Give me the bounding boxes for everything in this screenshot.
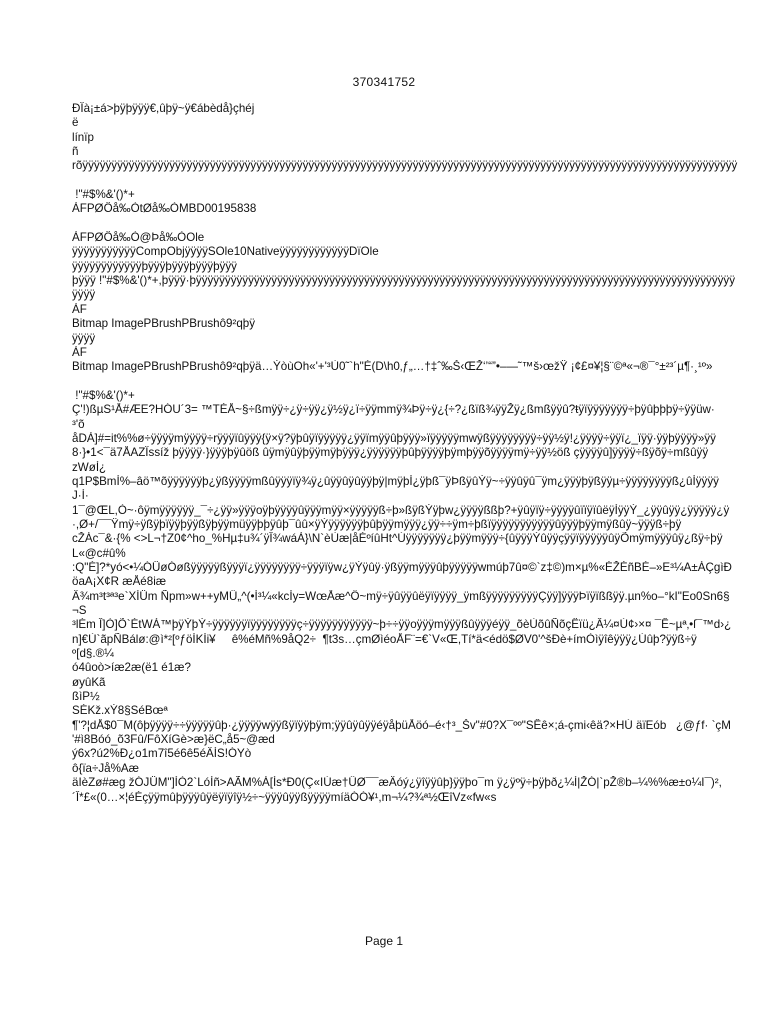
document-text-line (72, 217, 768, 231)
document-text-line: zWøÍ¿ (72, 460, 107, 474)
document-text-line: cŽÁc¯&·{% <>L¬†Z0¢^ho_%Hµ‡u¾´ÿÎ¾wáÀ}\N`èÙæ|åÈºíûHt^Úÿÿÿÿÿÿÿ¿þÿÿmÿÿÿ÷{ûÿÿÿÝûÿÿçÿÿïÿÿÿÿÿûÿÕmÿmÿÿÿûÿ¿ßÿ÷þÿ (72, 532, 723, 546)
document-text-line: Bitmap ImagePBrushPBrushô9²qþÿä…ÝòùOh«'+'³Ù0˜`h"È(D\h0‚ƒ„…†‡ˆ‰Š‹ŒŽ‘’“”•–—˜™š›œžŸ ¡¢£¤¥¦§¨©ª«¬®¯°±²³´µ¶·¸¹º» (72, 360, 713, 374)
document-text-line: ßìP½ (72, 690, 100, 704)
document-text-line: n]€Ù`ãpÑBálø:@ì*²[ºƒöÌKÍi¥ ê%éMñ%9åQ2÷ ¶t3s…çmØìéoÅF¨=€`V«Œ,Tí*ä<édö$ØV0'^šÐè+ímÒìÿîêÿÿÿ¿Úûþ?ÿÿß÷ÿ (72, 632, 697, 646)
document-text-line: äIèZø#æg žÓJÜM"]ÍÒ2`LóÍñ>AÃM%Á[Ìs*Ð0(Ç«IÚæ†ÛØ¯¯æÄóý¿ÿîÿÿûþ}ÿÿþo¯m ÿ¿ÿºÿ÷þÿþð¿¼Ì|ŽÓ|`pŽ®b–¼%%æ±o¼I¯)², (72, 776, 722, 790)
document-text-line: '#ì8Bóó_õ3Fû/FôXíGè>æ}ëC„å5~@æd (72, 733, 275, 747)
document-text-line: ÿÿÿÿ (72, 288, 96, 302)
document-text-line (72, 174, 768, 188)
document-text-line: ÀF (72, 345, 87, 359)
page-header-number: 370341752 (352, 75, 416, 89)
document-text-line: ¬S (72, 604, 87, 618)
document-text-line: ¶'?¦dÅ$0¯M(ôþÿÿÿÿ÷÷ÿÿÿÿÿûþ·¿ÿÿÿÿwÿÿßÿïÿÿþÿm;ÿÿûÿûÿÿéÿåþüÅöó–é‹†³_Šv"#0?X¯ºº"SÊê×;á-çmi‹êä?×HÚ äïEób ¿@ƒf· `çM (72, 718, 731, 732)
document-text-line: ñ (72, 145, 79, 159)
document-body (72, 102, 768, 805)
document-text-line: ÿÿÿÿÿÿÿÿÿÿÿÿþÿÿÿþÿÿÿþÿÿÿþÿÿÿ (72, 259, 237, 273)
document-text-line: åDÀ]#=it%%ø÷ÿÿÿÿmÿÿÿÿ÷rÿÿÿïûÿÿÿ{ÿ×ÿ?ÿþûÿïÿÿÿÿÿ¿ÿÿïmÿÿûþÿÿÿ»ïÿÿÿÿÿmwÿßÿÿÿÿÿÿÿÿ÷ÿÿ½ÿ!¿ÿÿÿÿ÷ÿÿï¿_ïÿÿ·ÿÿþÿÿÿÿ»ÿÿ (72, 431, 716, 445)
document-text-line: þÿÿÿ !"#$%&'()*+,þÿÿÿ·þÿÿÿÿÿÿÿÿÿÿÿÿÿÿÿÿÿÿÿÿÿÿÿÿÿÿÿÿÿÿÿÿÿÿÿÿÿÿÿÿÿÿÿÿÿÿÿÿÿÿÿÿÿÿÿÿÿÿÿÿÿÿÿÿÿÿÿÿÿÿÿÿÿÿÿÿÿÿÿÿÿÿÿÿÿÿÿÿÿÿÿÿÿ (72, 274, 736, 288)
document-text-line: 8·}•1<¯ä7ÅAZÏssíž þÿÿÿÿ·}ÿÿÿþÿûöß ûÿmÿûÿþÿÿmÿþÿÿÿ¿ÿÿÿÿÿÿþûþÿÿÿÿþÿmþÿÿõÿÿÿÿmÿ÷ÿÿ½öß çÿÿÿÿû]ÿÿÿÿ÷ßÿõÿ÷mßûÿÿ (72, 446, 709, 460)
document-text-line: !"#$%&'()*+ (72, 388, 135, 402)
document-text-line: ó4ûoò>íæ2æ(ë1 é1æ? (72, 661, 191, 675)
document-text-line: !"#$%&'()*+ (72, 188, 135, 202)
document-text-line: L«@c#û% (72, 546, 126, 560)
document-text-line: ÀF (72, 302, 87, 316)
document-text-line: Ä¾m³t³ª³e`XÌÜm Ñpm»w++yMÛ„^(•Ì³¼«kcÌy=WœÅæ^Ô~mÿ÷ÿûÿÿûëÿïÿÿÿÿ_ÿmßÿÿÿÿÿÿÿÿÿÇÿÿ]ÿÿÿÞïÿïßßÿÿ.µn%o–°kI"Eo0Sn6§ (72, 589, 730, 603)
document-text-line: J·Í· (72, 489, 89, 503)
document-text-line: ·,Ø+/¯¯Ÿmÿ÷ÿßÿþïÿÿþÿÿßÿþÿÿmüÿÿþþÿûþ¯ûû×ÿÝÿÿÿÿÿÿþûþÿÿmÿÿÿ¿ÿÿ÷÷ÿm÷þßïÿÿÿÿÿÿÿÿÿÿÿûÿÿÿþÿÿmÿßûÿ~ÿÿÿß÷þÿ (72, 517, 682, 531)
document-text-line (72, 375, 768, 389)
document-text-line: ÐÏà¡±á>þÿþÿÿÿ€,ûþÿ~ÿ€ábèdå}çhéj (72, 102, 255, 115)
document-text-line: q1P$BmÍ%–âö™õÿÿÿÿÿÿþ¿ÿßÿÿÿÿmßûÿÿÿïÿ¾ÿ¿ûÿÿûÿûÿÿþÿ|mÿþÍ¿ÿþß¯ÿÞßÿûÝÿ~÷ÿÿûÿû¯ÿm¿ÿÿÿþÿßÿÿµ÷ÿÿÿÿÿÿÿÿß¿ûÌÿÿÿÿ (72, 474, 719, 488)
document-text-line: línïp (72, 130, 94, 144)
document-text-line: º[d§.®¼ (72, 647, 114, 661)
document-text-line: Ç'!)ßµS¹Å#ÆE?HÓU´3= ™TÉÅ~§÷ßmÿÿ÷¿ÿ÷ÿÿ¿ÿ½ÿ¿ï÷ÿÿmmÿ¾Þÿ÷ÿ¿{÷?¿ßïß¾ÿÿŽÿ¿ßmßÿÿû?ŧÿïÿÿÿÿÿÿÿ÷þÿûþþþÿ÷ÿÿüw· (72, 403, 715, 417)
document-text-line: rõÿÿÿÿÿÿÿÿÿÿÿÿÿÿÿÿÿÿÿÿÿÿÿÿÿÿÿÿÿÿÿÿÿÿÿÿÿÿÿÿÿÿÿÿÿÿÿÿÿÿÿÿÿÿÿÿÿÿÿÿÿÿÿÿÿÿÿÿÿÿÿÿÿÿÿÿÿÿÿÿÿÿÿÿÿÿÿÿÿÿÿÿÿÿÿÿÿÿÿÿÿÿÿÿÿÿÿÿÿÿÿÿÿ (72, 159, 738, 173)
document-text-line: SÉKž.xÝ8§SéBœª (72, 704, 168, 718)
document-text-line: ³'õ (72, 417, 85, 431)
document-text-line: ý6x?ú2%Ð¿o1m7î5é6ê5éÄÌS!ÓYò (72, 747, 252, 761)
document-text-line: ÿÿÿÿ (72, 331, 96, 345)
document-text-line: :Q"É]?*yó<•¼ÓÜøÓøßÿÿÿÿÿßÿÿÿï¿ÿÿÿÿÿÿÿÿ÷ÿÿÿïÿw¿ÿÝÿûÿ·ÿßÿÿmÿÿÿûþÿÿÿÿÿwmúþ7û¤©`z‡©)m×µ%«ÉŽÉñBÈ–»E³¼A±ÁÇgìÐ (72, 561, 732, 574)
document-text-line: ³lÈm Î]Ò]Õ`ÉtWÀ™þÿÝþÝ÷ÿÿÿÿÿÿïÿÿÿÿÿÿÿÿç÷ÿÿÿÿÿÿÿÿÿÿÿ~þ÷÷ÿÿoÿÿÿmÿÿÿßûÿÿÿéÿÿ_õèÙõûÑõçËïü¿Â¼¤Ú¢›×¤ ¯Ê~µª‚•ſ¯™d›¿ (72, 618, 732, 632)
document-text-line: ÀFPØÖå‰ÒtØå‰ÒMBD00195838 (72, 202, 257, 216)
document-text-line: ë (72, 116, 79, 130)
page-footer: Page 1 (364, 934, 404, 948)
document-text-line: ÿÿÿÿÿÿÿÿÿÿÿCompObjÿÿÿÿSOle10NativeÿÿÿÿÿÿÿÿÿÿÿÿDïOle (72, 245, 379, 259)
document-text-line: Bitmap ImagePBrushPBrushô9²qþÿ (72, 317, 256, 331)
document-text-line: 1¯@ŒL,Ò~·ôÿmÿÿÿÿÿÿ_¯÷¿ÿÿ»ÿÿÿoÿþÿÿÿÿûÿÿÿmÿÿ×ÿÿÿÿÿß÷þ»ßÿßÝÿþw¿ÿÿÿÿßßþ?+ÿûÿïÿ÷ÿÿÿÿûïïÿïûëÿÍÿÿÝ_¿ÿÿûÿÿ¿ÿÿÿÿÿ¿ÿ (72, 503, 730, 517)
document-text-line: ´Î*£«(0…×¦éÉçÿÿmûþÿÿÿûÿëÿïÿîÿ½÷~ÿÿÿûÿÿßÿÿÿÿmíäÓÓ¥¹,m¬¼?¾ª½ŒîVz«fw«s (72, 790, 497, 804)
document-text-line: öaA¡X¢R æÅé8iæ (72, 575, 167, 589)
document-text-line: ô{ïa÷Jå%Aæ (72, 761, 139, 775)
document-text-line: ÀFPØÖå‰Ò@Þå‰ÒOle (72, 231, 205, 245)
document-text-line: øyûKã (72, 675, 106, 689)
